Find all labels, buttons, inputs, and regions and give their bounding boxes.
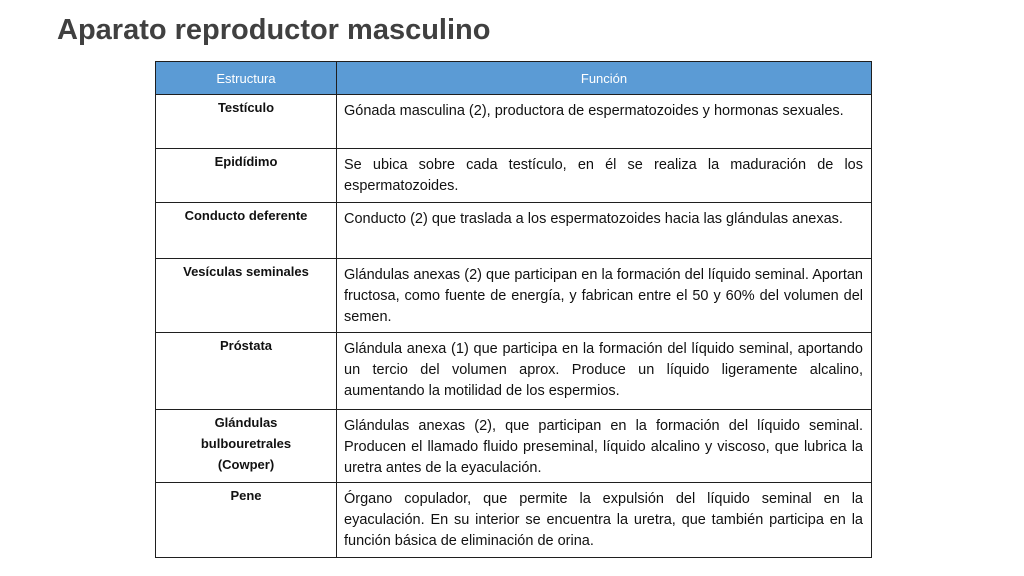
funcion-cell: Se ubica sobre cada testículo, en él se realiza la maduración de los espermatozoides. [337, 149, 872, 203]
table-row [156, 410, 872, 483]
slide-title: Aparato reproductor masculino [57, 14, 491, 46]
table-row [156, 483, 872, 558]
estructura-cell: Conducto deferente [156, 203, 337, 259]
table-row [156, 203, 872, 259]
column-header-funcion: Función [337, 62, 872, 95]
funcion-cell: Gónada masculina (2), productora de espermatozoides y hormonas sexuales. [337, 95, 872, 149]
estructura-cell: Epidídimo [156, 149, 337, 203]
funcion-cell: Conducto (2) que traslada a los espermatozoides hacia las glándulas anexas. [337, 203, 872, 259]
estructura-cell: Pene [156, 483, 337, 558]
estructura-line: Glándulas [214, 415, 278, 430]
estructura-cell: Vesículas seminales [156, 259, 337, 333]
table-header-row [156, 62, 872, 95]
structure-function-table [155, 61, 872, 558]
estructura-cell: Próstata [156, 333, 337, 410]
estructura-line: bulbouretrales [200, 436, 292, 451]
table-row [156, 259, 872, 333]
table-row [156, 95, 872, 149]
funcion-cell: Glándulas anexas (2) que participan en la formación del líquido seminal. Aportan fructosa, como fuente de energía, y fabrican entre el 50 y 60% del volumen del semen. [337, 259, 872, 333]
funcion-cell: Glándula anexa (1) que participa en la formación del líquido seminal, aportando un tercio del volumen aprox. Produce un líquido ligeramente alcalino, aumentando la motilidad de los espermios. [337, 333, 872, 410]
estructura-line: (Cowper) [217, 457, 275, 472]
table-row [156, 333, 872, 410]
estructura-cell: Testículo [156, 95, 337, 149]
table-row [156, 149, 872, 203]
funcion-cell: Órgano copulador, que permite la expulsión del líquido seminal en la eyaculación. En su interior se encuentra la uretra, que también participa en la función básica de eliminación de orina. [337, 483, 872, 558]
funcion-cell: Glándulas anexas (2), que participan en la formación del líquido seminal. Producen el llamado fluido preseminal, líquido alcalino y viscoso, que lubrica la uretra antes de la eyaculación. [337, 410, 872, 483]
column-header-estructura: Estructura [156, 62, 337, 95]
estructura-cell [156, 410, 337, 483]
